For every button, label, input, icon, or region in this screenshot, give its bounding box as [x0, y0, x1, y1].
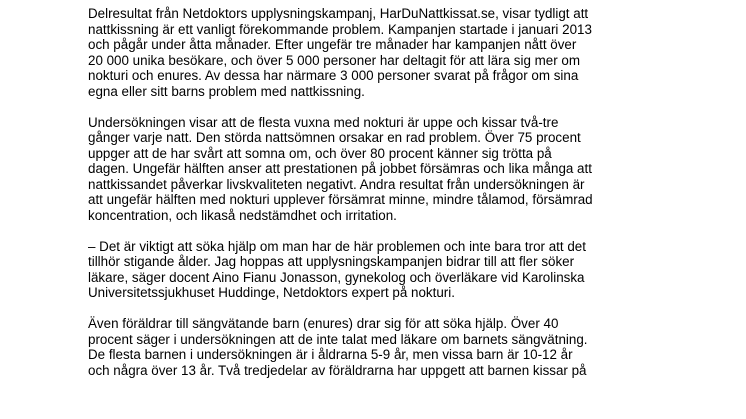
paragraph-parents-enuresis: [88, 316, 663, 378]
text-line: De flesta barnen i undersökningen är i åldrarna 5-9 år, men vissa barn är 10-12 år: [88, 347, 573, 362]
text-line: att ungefär hälften med nokturi upplever försämrat minne, mindre tålamod, försämrad: [88, 192, 593, 207]
text-line: och pågår under åtta månader. Efter ungefär tre månader har kampanjen nått över: [88, 37, 577, 52]
text-line: dagen. Ungefär hälften anser att prestationen på jobbet försämras och lika många att: [88, 161, 592, 176]
text-line: uppger att de har svårt att somna om, och över 80 procent känner sig trötta på: [88, 145, 552, 161]
text-line: tillhör stigande ålder. Jag hoppas att upplysningskampanjen bidrar till att fler söker: [88, 254, 575, 269]
text-line: läkare, säger docent Aino Fianu Jonasson, gynekolog och överläkare vid Karolinska: [88, 269, 585, 285]
text-line: Även föräldrar till sängvätande barn (enures) drar sig för att söka hjälp. Över 40: [88, 316, 559, 331]
document-body: [88, 6, 663, 394]
text-line: egna eller sitt barns problem med nattkissning.: [88, 83, 365, 99]
text-line: nokturi och enures. Av dessa har närmare 3 000 personer svarat på frågor om sina: [88, 68, 579, 83]
text-line: – Det är viktigt att söka hjälp om man har de här problemen och inte bara tror att det: [88, 238, 586, 254]
paragraph-campaign-results: [88, 6, 663, 99]
text-line: och några över 13 år. Två tredjedelar av föräldrarna har uppgett att barnen kissar på: [88, 362, 587, 378]
text-line: 20 000 unika besökare, och över 5 000 personer har deltagit för att lära sig mer om: [88, 52, 581, 68]
text-line: Universitetssjukhuset Huddinge, Netdoktors expert på nokturi.: [88, 285, 455, 300]
text-line: Undersökningen visar att de flesta vuxna med nokturi är uppe och kissar två-tre: [88, 114, 559, 130]
text-line: koncentration, och likaså nedstämdhet och irritation.: [88, 207, 397, 223]
text-line: gånger varje natt. Den störda nattsömnen orsakar en rad problem. Över 75 procent: [88, 130, 581, 145]
paragraph-survey-findings: [88, 115, 663, 224]
text-line: nattkissning är ett vanligt förekommande problem. Kampanjen startade i januari 2013: [88, 21, 592, 37]
text-line: Delresultat från Netdoktors upplysningskampanj, HarDuNattkissat.se, visar tydligt att: [88, 6, 589, 21]
text-line: nattkissandet påverkar livskvaliteten negativt. Andra resultat från undersökningen är: [88, 176, 585, 192]
text-line: procent säger i undersökningen att de inte talat med läkare om barnets sängvätning.: [88, 331, 588, 347]
paragraph-expert-quote: [88, 239, 663, 301]
